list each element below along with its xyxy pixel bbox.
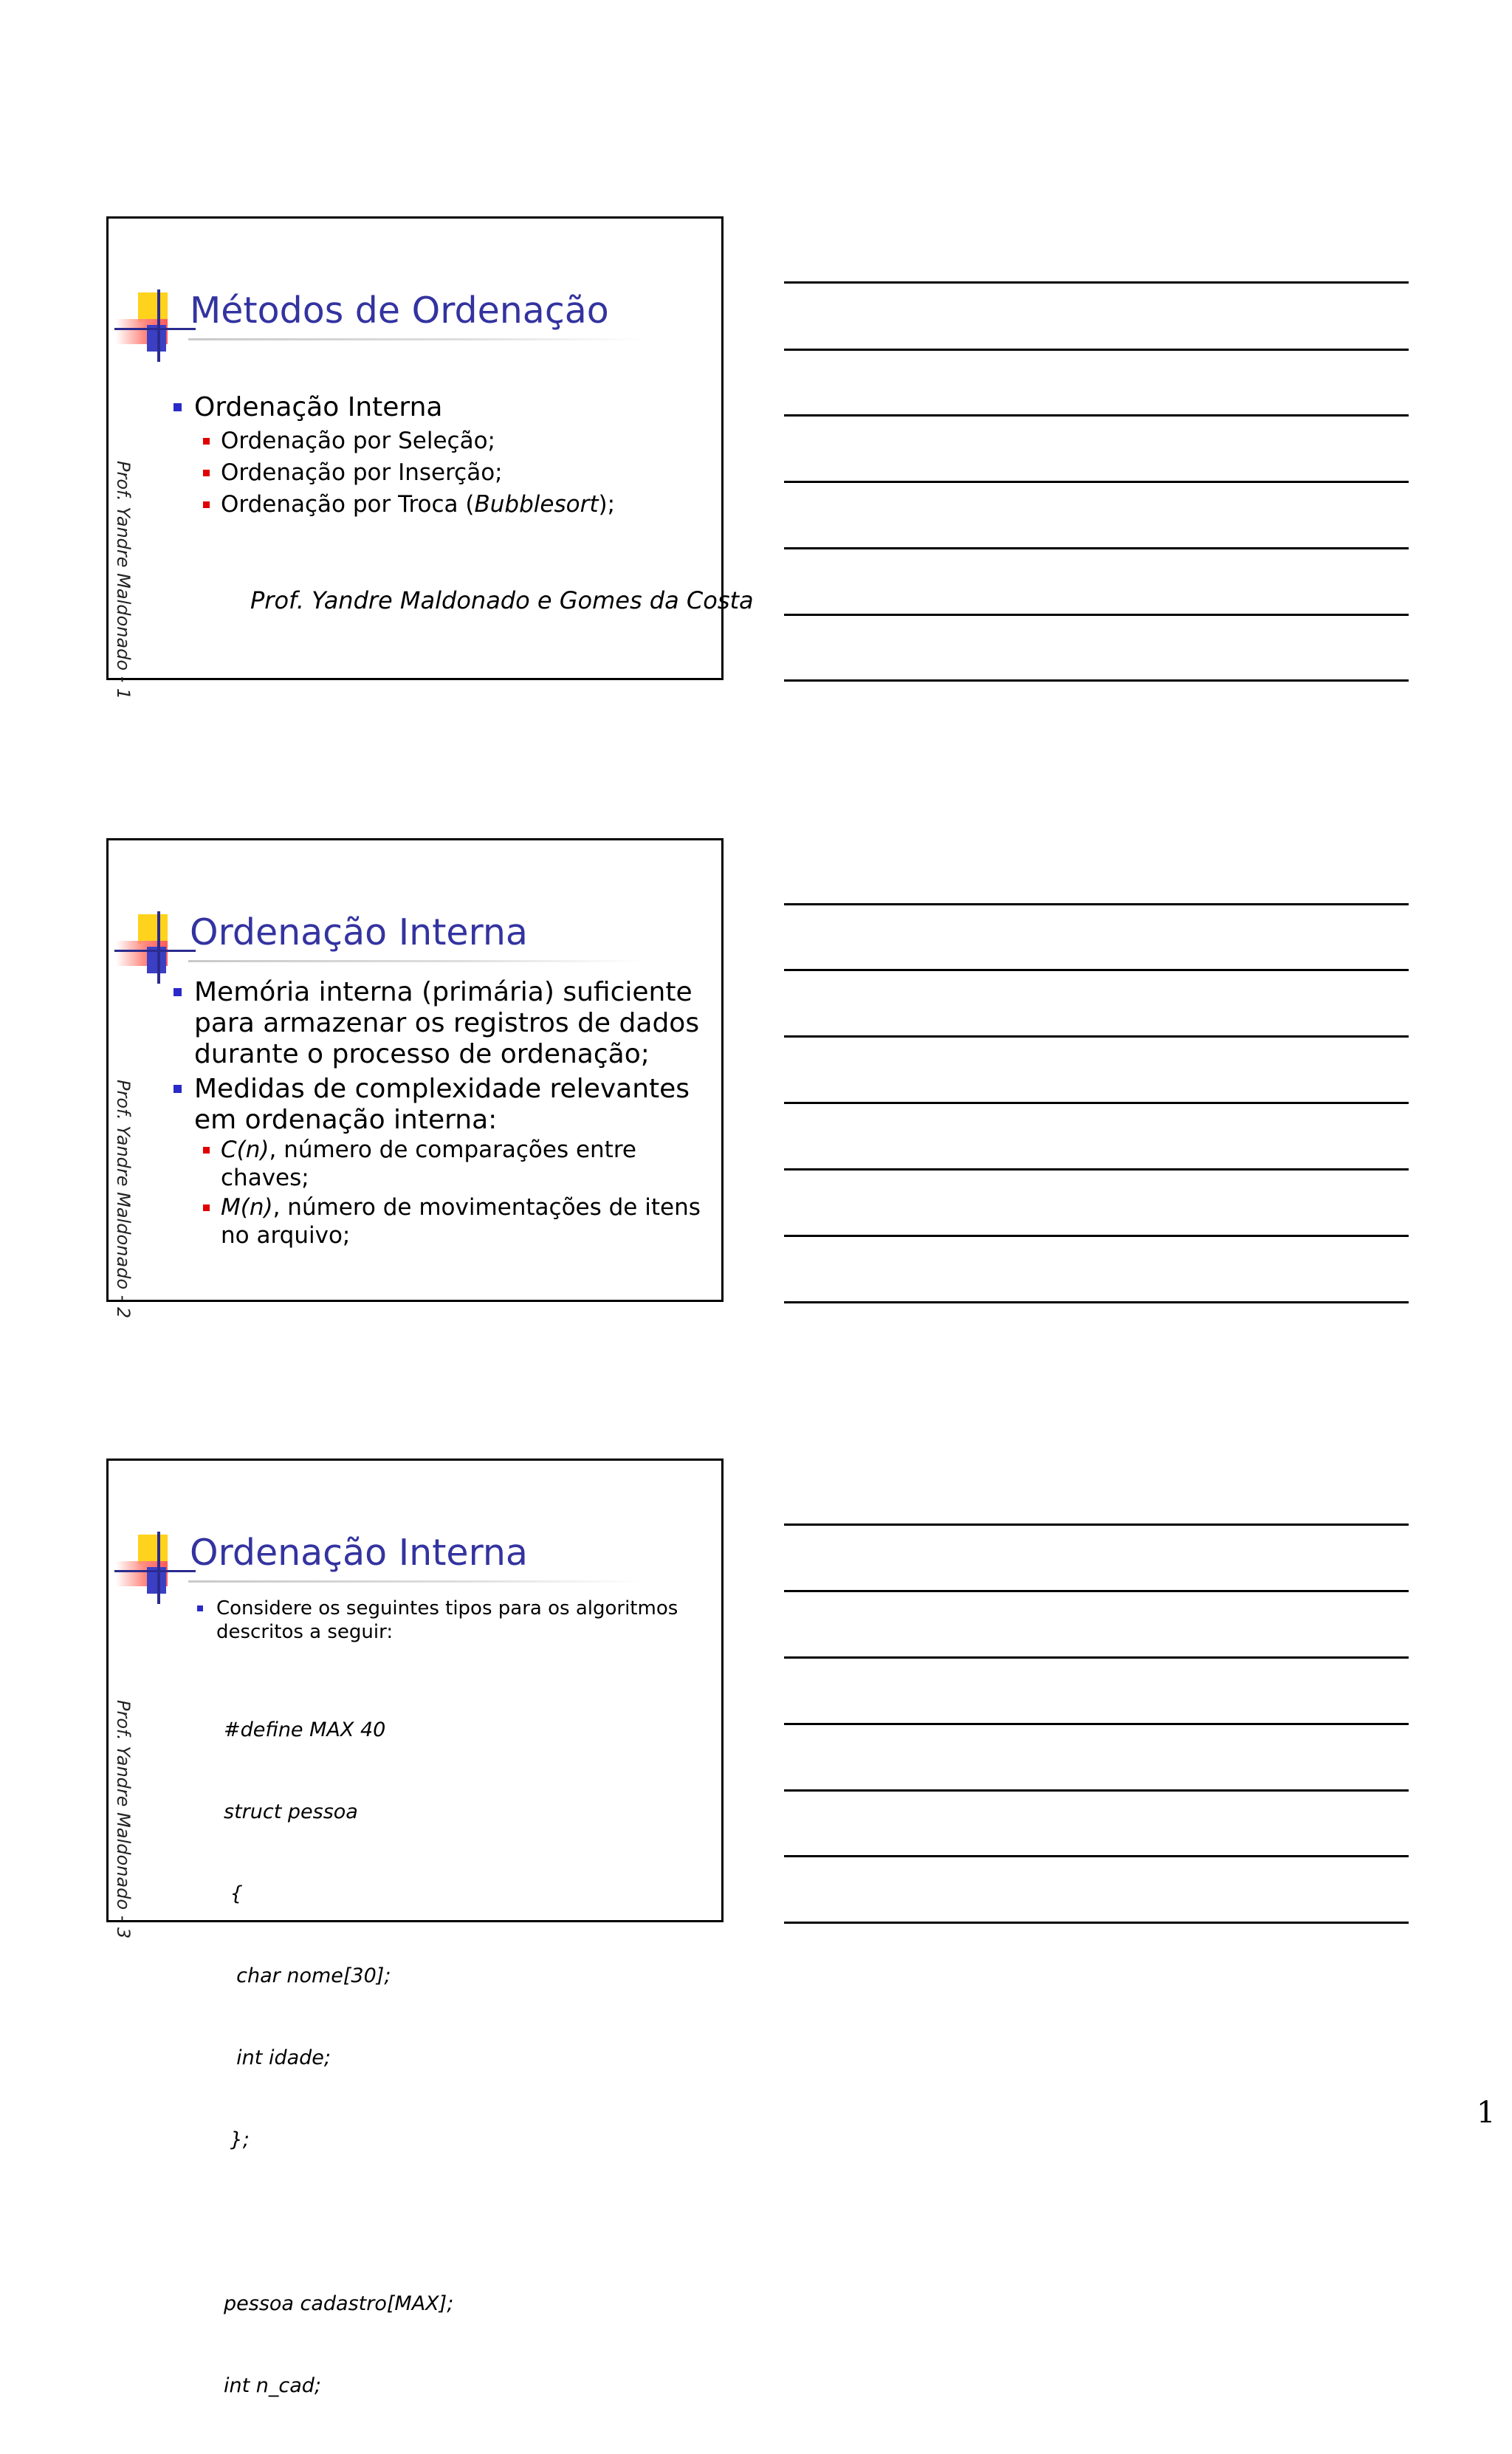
note-line xyxy=(784,1922,1409,1924)
subbullet-italic: C(n) xyxy=(221,1137,269,1163)
slide-title: Ordenação Interna xyxy=(190,911,528,953)
slide-title: Ordenação Interna xyxy=(190,1532,528,1574)
author: Prof. Yandre Maldonado e Gomes da Costa xyxy=(250,586,754,614)
code-line: #define MAX 40 xyxy=(224,1718,386,1741)
side-label: Prof. Yandre Maldonado - 3 xyxy=(113,1700,134,1939)
subbullet-cont: no arquivo; xyxy=(221,1222,351,1249)
title-rule xyxy=(188,960,646,962)
subbullet xyxy=(221,490,615,518)
bullet-line: para armazenar os registros de dados xyxy=(194,1008,700,1038)
bullet: Ordenação Interna xyxy=(194,392,443,422)
note-line xyxy=(784,614,1409,616)
bullet xyxy=(216,1597,678,1644)
bullet-line: Memória interna (primária) suficiente xyxy=(194,977,693,1007)
code-line: int n_cad; xyxy=(224,2374,322,2397)
slide-logo xyxy=(114,911,196,985)
bullet-line: durante o processo de ordenação; xyxy=(194,1039,650,1069)
bullet xyxy=(194,1074,690,1136)
slide-2 xyxy=(106,838,724,1319)
note-line xyxy=(784,414,1409,417)
note-line xyxy=(784,1656,1409,1659)
note-line xyxy=(784,547,1409,549)
slide-3 xyxy=(106,1459,724,2397)
code-line: char nome[30]; xyxy=(224,1964,391,1987)
subbullet-italic: Bubblesort xyxy=(474,491,599,518)
subbullet-text: Ordenação por Troca ( xyxy=(221,491,475,518)
note-line xyxy=(784,969,1409,971)
bullet-line: Medidas de complexidade relevantes xyxy=(194,1074,690,1104)
subbullet: Ordenação por Seleção; xyxy=(221,428,495,454)
page-number: 1 xyxy=(1477,2096,1496,2130)
slide-logo xyxy=(114,1532,196,1605)
slide-logo xyxy=(114,289,196,363)
code-line: { xyxy=(224,1882,243,1905)
note-line xyxy=(784,1855,1409,1857)
subbullet-text: ); xyxy=(598,491,616,518)
slide-1 xyxy=(106,216,754,700)
bullet-line: descritos a seguir: xyxy=(216,1621,394,1643)
bullet xyxy=(194,977,699,1070)
title-rule xyxy=(188,338,646,340)
code-line: pessoa cadastro[MAX]; xyxy=(224,2292,454,2315)
bullet-line: em ordenação interna: xyxy=(194,1105,498,1135)
subbullet xyxy=(221,1193,701,1250)
subbullet-text: , número de comparações entre xyxy=(269,1137,636,1163)
bullet-line: Considere os seguintes tipos para os algoritmos xyxy=(216,1597,678,1620)
side-label: Prof. Yandre Maldonado - 1 xyxy=(113,461,134,700)
slide-title: Métodos de Ordenação xyxy=(190,289,609,332)
subbullet-italic: M(n) xyxy=(221,1194,273,1221)
note-line xyxy=(784,903,1409,905)
note-line xyxy=(784,1168,1409,1171)
code-line: int idade; xyxy=(224,2046,331,2069)
subbullet-cont: chaves; xyxy=(221,1165,309,1191)
code-line: }; xyxy=(224,2128,250,2151)
code-block xyxy=(224,1662,453,2454)
note-line xyxy=(784,679,1409,682)
note-line xyxy=(784,1789,1409,1792)
subbullet xyxy=(221,1136,636,1192)
note-line xyxy=(784,1235,1409,1237)
note-line xyxy=(784,1102,1409,1104)
note-line xyxy=(784,1035,1409,1038)
note-line xyxy=(784,281,1409,284)
code-line xyxy=(224,2208,453,2235)
title-rule xyxy=(188,1580,646,1583)
subbullet: Ordenação por Inserção; xyxy=(221,459,503,486)
side-label: Prof. Yandre Maldonado - 2 xyxy=(113,1080,134,1319)
note-line xyxy=(784,349,1409,351)
note-line xyxy=(784,1301,1409,1303)
note-line xyxy=(784,1590,1409,1592)
note-line xyxy=(784,481,1409,483)
code-line: struct pessoa xyxy=(224,1800,358,1823)
note-line xyxy=(784,1524,1409,1526)
subbullet-text: , número de movimentações de itens xyxy=(272,1194,701,1221)
note-line xyxy=(784,1723,1409,1725)
